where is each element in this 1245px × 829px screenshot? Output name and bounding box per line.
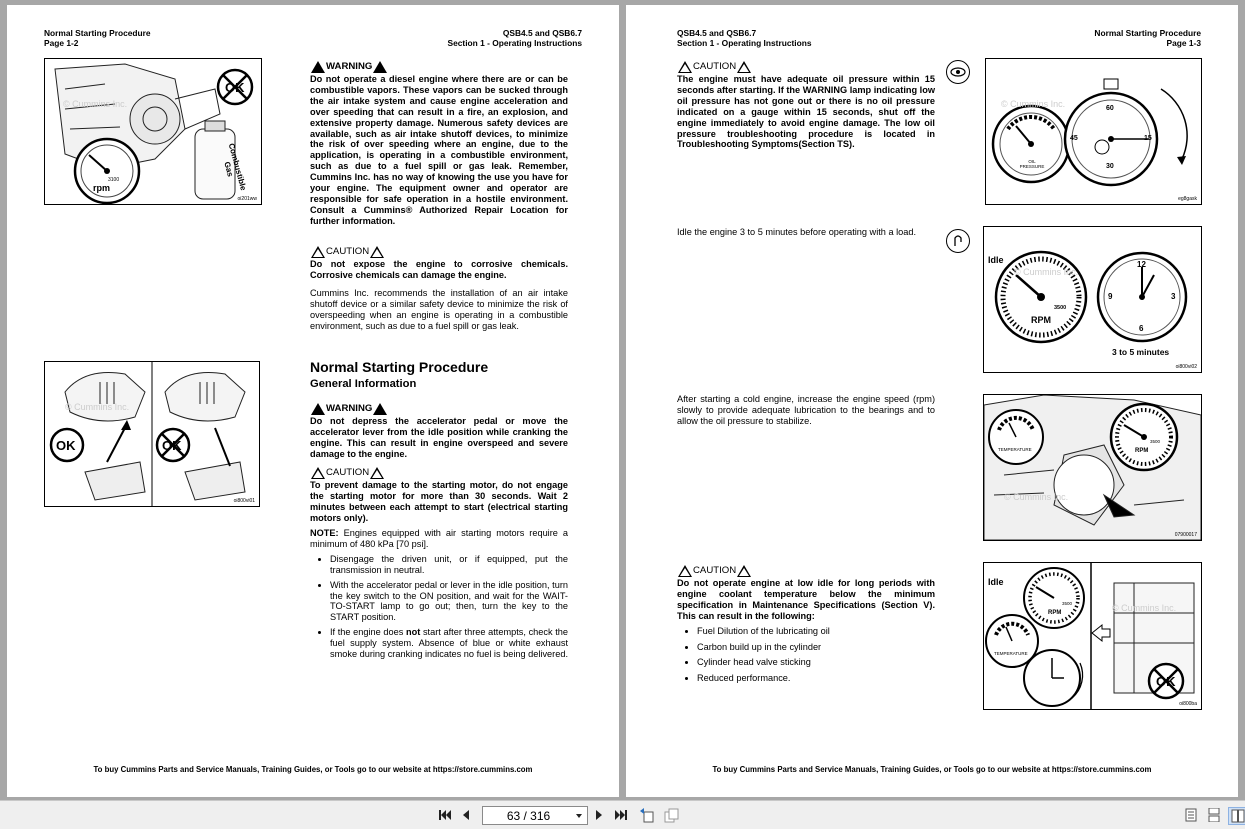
warning-triangle-icon [311,61,325,73]
figure-code: eg8gask [1178,196,1197,202]
continuous-view-button[interactable] [1207,807,1221,823]
temperature-label: TEMPERATURE [998,447,1032,452]
next-page-icon [594,808,604,822]
cold-engine-paragraph: After starting a cold engine, increase the engine speed (rpm) slowly to provide adequate lubrication to the bearings and to allow the oil pressure to stabilize. [677,394,935,426]
prohibited-ok-label: OK [1156,674,1176,689]
temperature-label: TEMPERATURE [994,651,1028,656]
right-header-left: QSB4.5 and QSB6.7 Section 1 - Operating Instructions [677,28,812,48]
airintake-paragraph: Cummins Inc. recommends the installation of an air intake shutoff device or a similar safety device to minimize the risk of overspeeding when an engine is operating in a combustible environment, such as due to a fuel spill or gas leak. [310,288,568,331]
clock-6: 6 [1139,324,1144,333]
stopwatch-45: 45 [1070,135,1078,142]
forward-view-icon [663,807,679,823]
note-label: NOTE: [310,528,339,538]
last-page-icon [614,808,628,822]
ok-label: OK [56,438,76,453]
rpm-label: rpm [93,183,111,193]
idle-paragraph: Idle the engine 3 to 5 minutes before operating with a load. [677,227,917,237]
caution-text: The engine must have adequate oil pressure within 15 seconds after starting. If the WARNING lamp indicating low oil pressure has not gone out or there is no oil pressure indicated on a gauge within 15 seconds, shut off the engine immediately to avoid engine damage. The low oil pressure troubleshooting procedure is located in Troubleshooting Symptoms(Section TS). [677,74,935,150]
single-page-view-button[interactable] [1184,807,1198,823]
note-text: Engines equipped with air starting motors require a minimum of 480 kPa [70 psi]. [310,528,568,549]
accelerator-illustration [45,362,259,506]
oil-pressure-gauge [993,106,1069,182]
stopwatch-30: 30 [1106,163,1114,170]
tachometer-gauge [1024,568,1084,628]
fig1-watermark: © Cummins Inc. [63,99,128,109]
rpm-value: 3500 [1150,439,1161,444]
fig6-watermark: © Cummins Inc. [1112,603,1177,613]
tachometer-gauge [996,252,1086,342]
caution-triangle-icon [678,565,692,577]
warning-signal: WARNING [310,61,568,73]
previous-page-icon [461,808,471,822]
left-header-left: Normal Starting Procedure Page 1-2 [44,28,151,48]
page-footer: To buy Cummins Parts and Service Manuals, Training Guides, or Tools go to our website at https://store.cummins.com [93,765,533,774]
idle-label: Idle [988,577,1004,587]
stopwatch-15: 15 [1144,135,1152,142]
figure-code: oi201ww [237,196,257,202]
list-item: • Fuel Dilution of the lubricating oil [697,626,935,637]
next-page-button[interactable] [593,807,605,823]
oil-pressure-label: OIL PRESSURE [1019,159,1045,169]
single-page-icon [1185,808,1197,822]
caution-triangle-icon [737,61,751,73]
list-item: • With the accelerator pedal or lever in the idle position, turn the key switch to the ON position, and wait for the WAIT-TO-START lamp to go out; then, turn the key to the START position. [330,580,568,624]
duration-caption: 3 to 5 minutes [1112,347,1170,357]
back-view-button[interactable] [638,807,656,823]
oil-pressure-figure [985,58,1202,205]
back-view-icon [639,807,655,823]
temperature-gauge [989,410,1043,464]
fig5-watermark: © Cummins Inc. [1004,492,1069,502]
warning-signal: WARNING [310,403,568,415]
figure-code: 07900017 [1174,532,1197,538]
dropdown-caret-icon [574,811,584,821]
rpm-value: 3500 [1062,601,1073,606]
combustible-gas-label: Combustible Gas [222,142,248,192]
caution-block-oil-pressure [677,61,935,150]
note-block [310,528,568,664]
accelerator-figure [44,361,260,507]
list-item: • Disengage the driven unit, or if equipped, put the transmission in neutral. [330,554,568,576]
caution-block-starter [310,467,568,524]
warning-triangle-icon [373,61,387,73]
caution-text: Do not expose the engine to corrosive chemicals. Corrosive chemicals can damage the engine. [310,259,568,280]
caution-triangle-icon [370,246,384,258]
caution-triangle-icon [678,61,692,73]
warning-block-accelerator [310,403,568,460]
page-number-value: 63 / 316 [506,808,551,823]
prohibited-ok-label: OK [162,438,182,453]
caution-signal: CAUTION [310,246,568,258]
clock-3: 3 [1171,292,1176,301]
facing-pages-icon [1231,809,1245,823]
warning-triangle-icon [311,403,325,415]
figure-code: oi800vi01 [233,498,255,504]
caution-text: Do not operate engine at low idle for long periods with engine coolant temperature below the minimum specification in Maintenance Specifications (Section V). This can result in the following: [677,578,935,621]
list-item: • Cylinder head valve sticking [697,657,935,668]
continuous-page-icon [1208,808,1220,822]
rpm-gauge [75,139,139,203]
page-number-field[interactable] [482,806,588,825]
first-page-button[interactable] [438,807,452,823]
figure-code: oi800ba [1179,701,1197,707]
caution-triangle-icon [311,467,325,479]
caution-signal: CAUTION [677,565,935,577]
warning-text: Do not depress the accelerator pedal or move the accelerator lever from the idle position while cranking the engine. This can result in engine overspeed and severe damage to the engine. [310,416,568,459]
cold-start-figure [983,394,1202,541]
list-item: • Carbon build up in the cylinder [697,642,935,653]
caution-triangle-icon [311,246,325,258]
viewer-toolbar [0,800,1245,829]
stopwatch-60: 60 [1106,105,1114,112]
caution-block-low-idle [677,565,935,689]
previous-page-button[interactable] [460,807,472,823]
combustible-gas-figure [44,58,262,205]
rpm-label: RPM [1048,610,1062,616]
last-page-button[interactable] [614,807,628,823]
gauge-value: 3100 [108,177,120,183]
right-page [626,5,1238,797]
clock-icon [1024,650,1083,706]
tachometer-gauge [1111,404,1177,470]
list-item: • Reduced performance. [697,673,935,684]
caution-triangle-icon [737,565,751,577]
list-item: • If the engine does not start after three attempts, check the fuel supply system. Absence of blue or white exhaust smoke during cranking indicates no fuel is being delivered. [330,627,568,660]
warning-triangle-icon [373,403,387,415]
left-page [7,5,619,797]
first-page-icon [438,808,452,822]
oil-pressure-illustration [986,59,1201,204]
engine-gauges-illustration [984,395,1201,540]
right-header-right: Normal Starting Procedure Page 1-3 [1094,28,1201,48]
page-footer: To buy Cummins Parts and Service Manuals, Training Guides, or Tools go to our website at https://store.cummins.com [712,765,1152,774]
clock-9: 9 [1108,292,1113,301]
eye-symbol-icon [946,60,970,84]
rpm-value: 3500 [1054,305,1067,311]
section-heading: Normal Starting Procedure [310,359,489,375]
facing-view-button[interactable] [1228,807,1245,825]
rpm-label: RPM [1135,448,1149,454]
clock-12: 12 [1137,260,1146,269]
caution-text: To prevent damage to the starting motor, do not engage the starting motor for more than 30 seconds. Wait 2 minutes between each attempt to start (electrical starting motors only). [310,480,568,523]
caution-signal: CAUTION [310,467,568,479]
caution-signal: CAUTION [677,61,935,73]
caution-triangle-icon [370,467,384,479]
consequence-list [677,626,935,685]
left-header-right: QSB4.5 and QSB6.7 Section 1 - Operating Instructions [447,28,582,48]
fig2-watermark: © Cummins Inc. [65,402,130,412]
forward-view-button[interactable] [662,807,680,823]
section-subheading: General Information [310,378,417,390]
warning-block-combustible [310,61,568,227]
figure-code: oi800vi02 [1175,364,1197,370]
prohibited-ok-label: OK [225,80,245,95]
idle-label: Idle [988,255,1004,265]
rpm-label: RPM [1031,315,1051,325]
procedure-list [310,554,568,660]
fig3-watermark: © Cummins Inc. [1001,99,1066,109]
fig4-watermark: © Cummins Inc. [1014,267,1079,277]
caution-block-corrosive [310,246,568,281]
low-idle-figure [983,562,1202,710]
warning-text: Do not operate a diesel engine where there are or can be combustible vapors. These vapors can be sucked through the air intake system and cause engine acceleration and over speeding that can result in a fire, an explosion, and extensive property damage. Numerous safety devices are available, such as air intake shutoff devices, to minimize the risk of over speeding where an engine, due to the application, is operating in a combustible environment, such as due to a fuel spill or gas leak. Remember, Cummins Inc. has no way of knowing the use you have for your engine. The equipment owner and operator are responsible for safe operation in a hostile environment. Consult a Cummins® Authorized Repair Location for further information. [310,74,568,226]
idle-time-figure [983,226,1202,373]
hand-symbol-icon [946,229,970,253]
stopwatch-icon [1065,79,1187,185]
